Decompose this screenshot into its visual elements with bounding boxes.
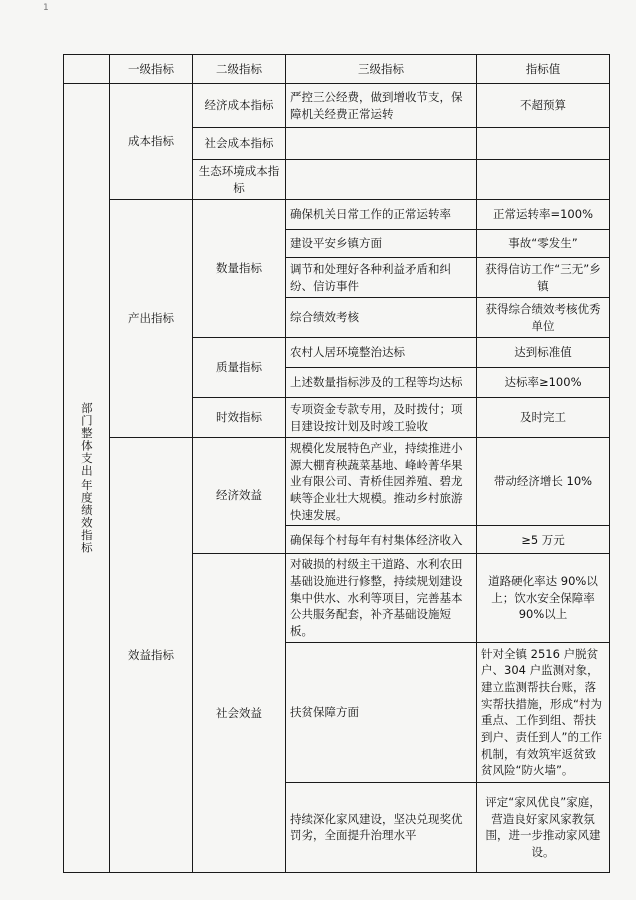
level2-timeliness: 时效指标: [193, 398, 286, 438]
value-cell: [477, 160, 610, 200]
value-cell: 不超预算: [477, 84, 610, 128]
value-cell: 达标率≥100%: [477, 368, 610, 398]
level1-benefit: 效益指标: [110, 438, 193, 873]
table-row: [64, 84, 610, 128]
value-cell: 获得综合绩效考核优秀单位: [477, 298, 610, 338]
level2-econ-benefit: 经济效益: [193, 438, 286, 554]
level2-econ-cost: 经济成本指标: [193, 84, 286, 128]
level3-cell: [286, 160, 477, 200]
value-cell: 针对全镇 2516 户脱贫户、304 户监测对象，建立监测帮扶台账，落实帮扶措施，形成“村为重点、工作到组、帮扶到户、责任到人”的工作机制，有效筑牢返贫致贫风险“防火墙”。: [477, 642, 610, 782]
header-level3: 三级指标: [286, 55, 477, 84]
level2-quality: 质量指标: [193, 338, 286, 398]
value-cell: 道路硬化率达 90%以上；饮水安全保障率 90%以上: [477, 554, 610, 642]
level3-cell: 持续深化家风建设，坚决兑现奖优罚劣，全面提升治理水平: [286, 782, 477, 872]
level2-social-benefit: 社会效益: [193, 554, 286, 872]
side-label-line1: 年度绩效指标: [79, 478, 94, 554]
level2-social-cost: 社会成本指标: [193, 128, 286, 160]
value-cell: 达到标准值: [477, 338, 610, 368]
value-cell: 正常运转率=100%: [477, 200, 610, 230]
value-cell: 带动经济增长 10%: [477, 438, 610, 526]
page-mark: 1: [43, 3, 49, 13]
value-cell: 事故“零发生”: [477, 230, 610, 258]
level1-output: 产出指标: [110, 200, 193, 438]
level2-quantity: 数量指标: [193, 200, 286, 338]
level3-cell: 建设平安乡镇方面: [286, 230, 477, 258]
level3-cell: 规模化发展特色产业，持续推进小源大棚育秧蔬菜基地、峰岭菁华果业有限公司、青桥佳园养殖、碧龙峡等企业壮大规模。推动乡村旅游快速发展。: [286, 438, 477, 526]
header-blank: [64, 55, 110, 84]
header-level2: 二级指标: [193, 55, 286, 84]
level3-cell: 农村人居环境整治达标: [286, 338, 477, 368]
level3-cell: 调节和处理好各种利益矛盾和纠纷、信访事件: [286, 258, 477, 298]
level2-eco-cost: 生态环境成本指标: [193, 160, 286, 200]
level3-cell: 上述数量指标涉及的工程等均达标: [286, 368, 477, 398]
header-value: 指标值: [477, 55, 610, 84]
side-label: [64, 84, 110, 873]
header-level1: 一级指标: [110, 55, 193, 84]
table-row: [64, 200, 610, 230]
level3-cell: 确保每个村每年有村集体经济收入: [286, 526, 477, 554]
side-label-line2: 部门整体支出: [79, 401, 94, 477]
level3-cell: [286, 128, 477, 160]
level3-cell: 扶贫保障方面: [286, 642, 477, 782]
level3-cell: 综合绩效考核: [286, 298, 477, 338]
value-cell: 获得信访工作“三无”乡镇: [477, 258, 610, 298]
value-cell: 评定“家风优良”家庭，营造良好家风家教氛围，进一步推动家风建设。: [477, 782, 610, 872]
level3-cell: 严控三公经费，做到增收节支，保障机关经费正常运转: [286, 84, 477, 128]
table-row: [64, 438, 610, 526]
value-cell: 及时完工: [477, 398, 610, 438]
level3-cell: 对破损的村级主干道路、水利农田基础设施进行修整，持续规划建设集中供水、水利等项目，完善基本公共服务配套，补齐基础设施短板。: [286, 554, 477, 642]
performance-indicator-table: [63, 54, 610, 873]
level3-cell: 专项资金专款专用，及时拨付；项目建设按计划及时竣工验收: [286, 398, 477, 438]
header-row: [64, 55, 610, 84]
level1-cost: 成本指标: [110, 84, 193, 200]
level3-cell: 确保机关日常工作的正常运转率: [286, 200, 477, 230]
value-cell: [477, 128, 610, 160]
value-cell: ≥5 万元: [477, 526, 610, 554]
